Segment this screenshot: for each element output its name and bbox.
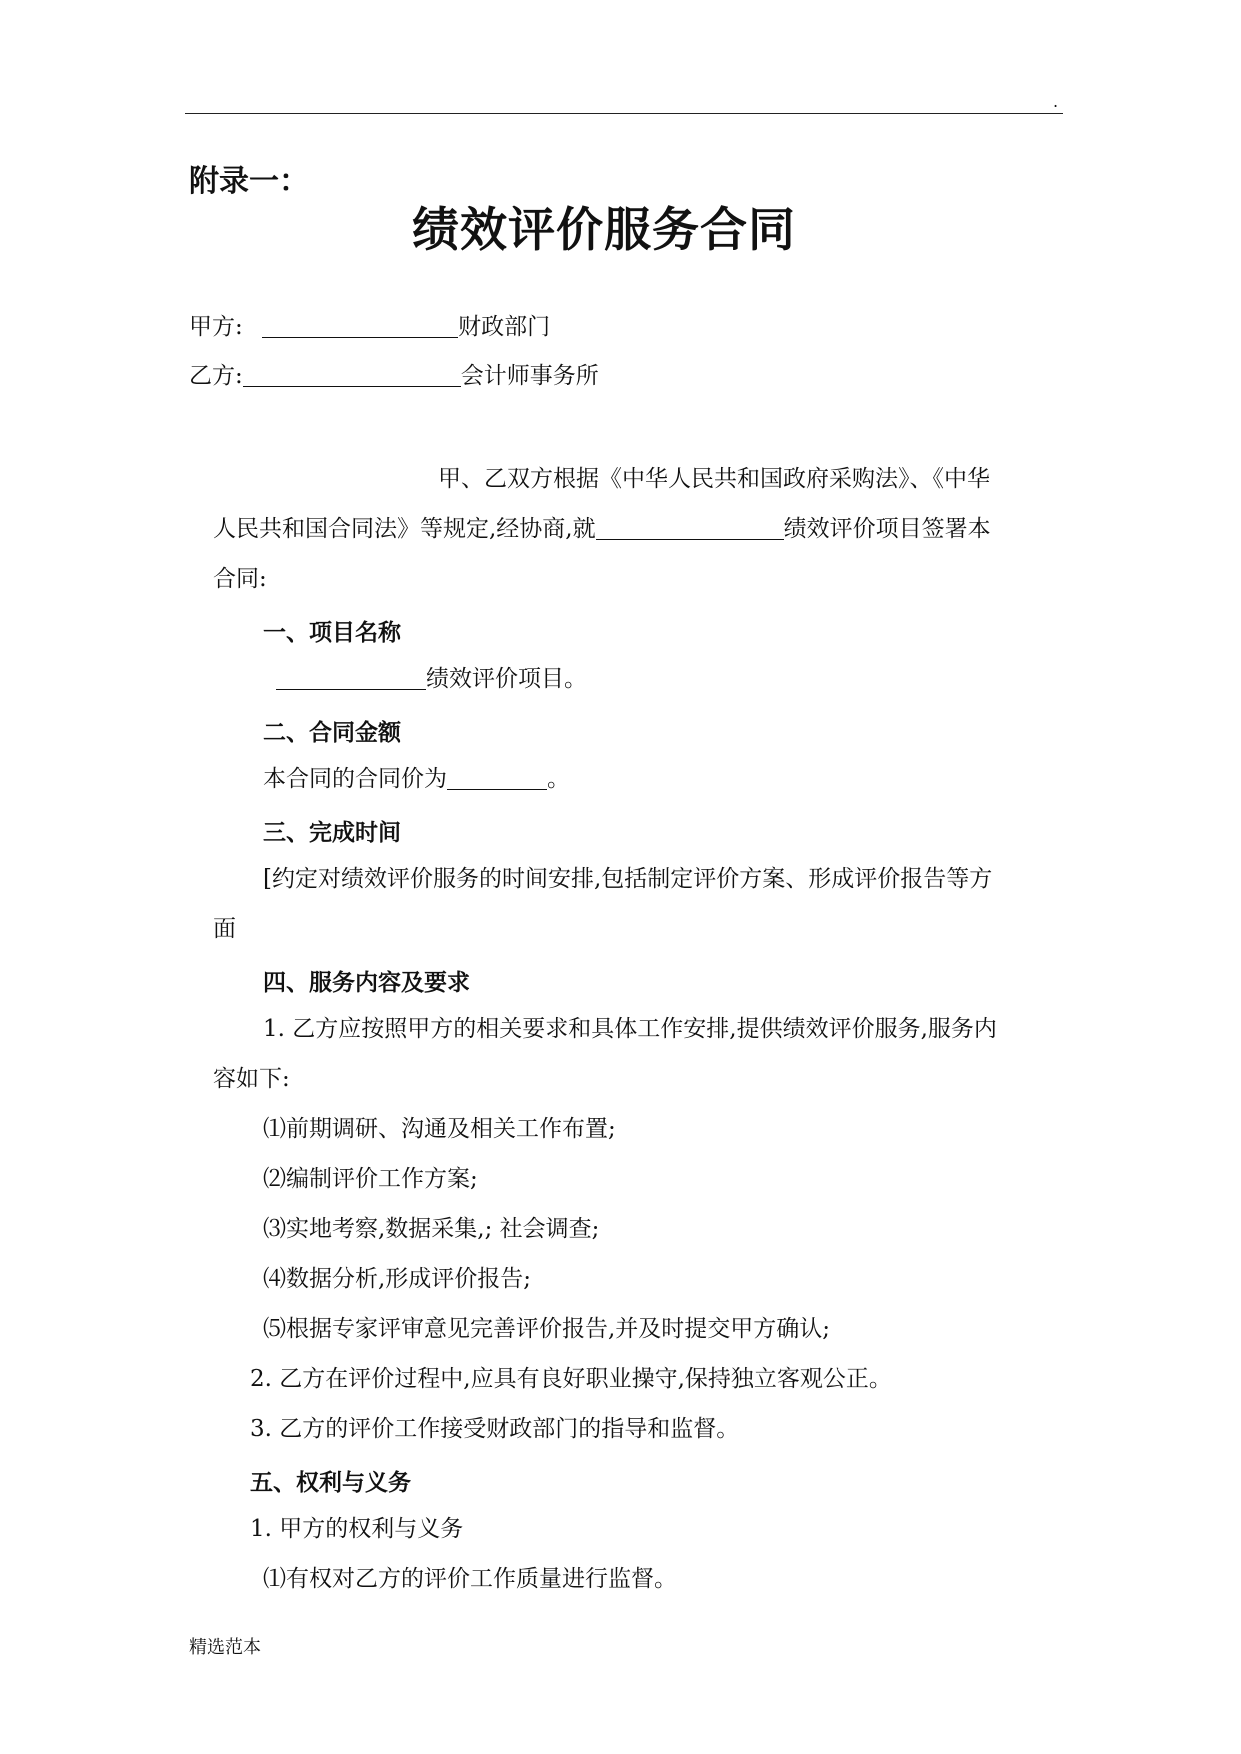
section-2-heading: 二、合同金额 (263, 720, 401, 746)
header-mark: . (1053, 92, 1059, 111)
party-a-line (189, 312, 550, 342)
party-a-label: 甲方: (189, 314, 243, 340)
project-name-blank (276, 665, 426, 690)
section-4-heading: 四、服务内容及要求 (263, 970, 470, 996)
list-item: ⑵编制评价工作方案; (263, 1166, 478, 1192)
party-b-line (189, 361, 599, 391)
party-b-label: 乙方: (189, 363, 243, 389)
section-4-p3: 3. 乙方的评价工作接受财政部门的指导和监督。 (250, 1416, 740, 1442)
project-blank (596, 515, 784, 540)
list-item: ⑴前期调研、沟通及相关工作布置; (263, 1116, 616, 1142)
list-item: ⑸根据专家评审意见完善评价报告,并及时提交甲方确认; (263, 1316, 831, 1342)
list-item: ⑶实地考察,数据采集,; 社会调查; (263, 1216, 600, 1242)
section-5-heading: 五、权利与义务 (250, 1470, 411, 1496)
section-2-text-suffix: 。 (547, 766, 570, 792)
section-5-sub-1: 1. 甲方的权利与义务 (250, 1516, 464, 1542)
list-item: ⑷数据分析,形成评价报告; (263, 1266, 532, 1292)
section-4-p2: 2. 乙方在评价过程中,应具有良好职业操守,保持独立客观公正。 (250, 1366, 892, 1392)
appendix-label: 附录一： (189, 164, 309, 199)
section-3-line-2: 面 (213, 916, 236, 942)
section-1-text-line (276, 664, 587, 694)
section-2-text-prefix: 本合同的合同价为 (263, 766, 447, 792)
party-a-suffix: 财政部门 (458, 314, 551, 340)
intro-line-2 (213, 514, 991, 544)
section-5-item-1: ⑴有权对乙方的评价工作质量进行监督。 (263, 1566, 677, 1592)
intro-line-1: 甲、乙双方根据《中华人民共和国政府采购法》、《中华 (438, 466, 990, 492)
section-4-p1-line-2: 容如下: (213, 1066, 290, 1092)
party-b-suffix: 会计师事务所 (460, 363, 599, 389)
section-3-heading: 三、完成时间 (263, 820, 401, 846)
party-b-blank (243, 362, 461, 387)
section-3-line-1: [约定对绩效评价服务的时间安排,包括制定评价方案、形成评价报告等方 (263, 866, 993, 892)
section-2-text-line (263, 764, 570, 794)
header-rule (185, 113, 1063, 114)
section-4-p1-line-1: 1. 乙方应按照甲方的相关要求和具体工作安排,提供绩效评价服务,服务内 (263, 1016, 997, 1042)
document-title: 绩效评价服务合同 (412, 203, 796, 258)
contract-price-blank (447, 765, 547, 790)
intro-line-3: 合同: (213, 566, 267, 592)
section-1-heading: 一、项目名称 (263, 620, 401, 646)
party-a-blank (262, 313, 458, 338)
footer-label: 精选范本 (189, 1637, 261, 1658)
section-1-text: 绩效评价项目。 (426, 666, 587, 692)
intro-line-2-prefix: 人民共和国合同法》等规定,经协商,就 (213, 516, 596, 542)
intro-line-2-suffix: 绩效评价项目签署本 (783, 516, 991, 542)
